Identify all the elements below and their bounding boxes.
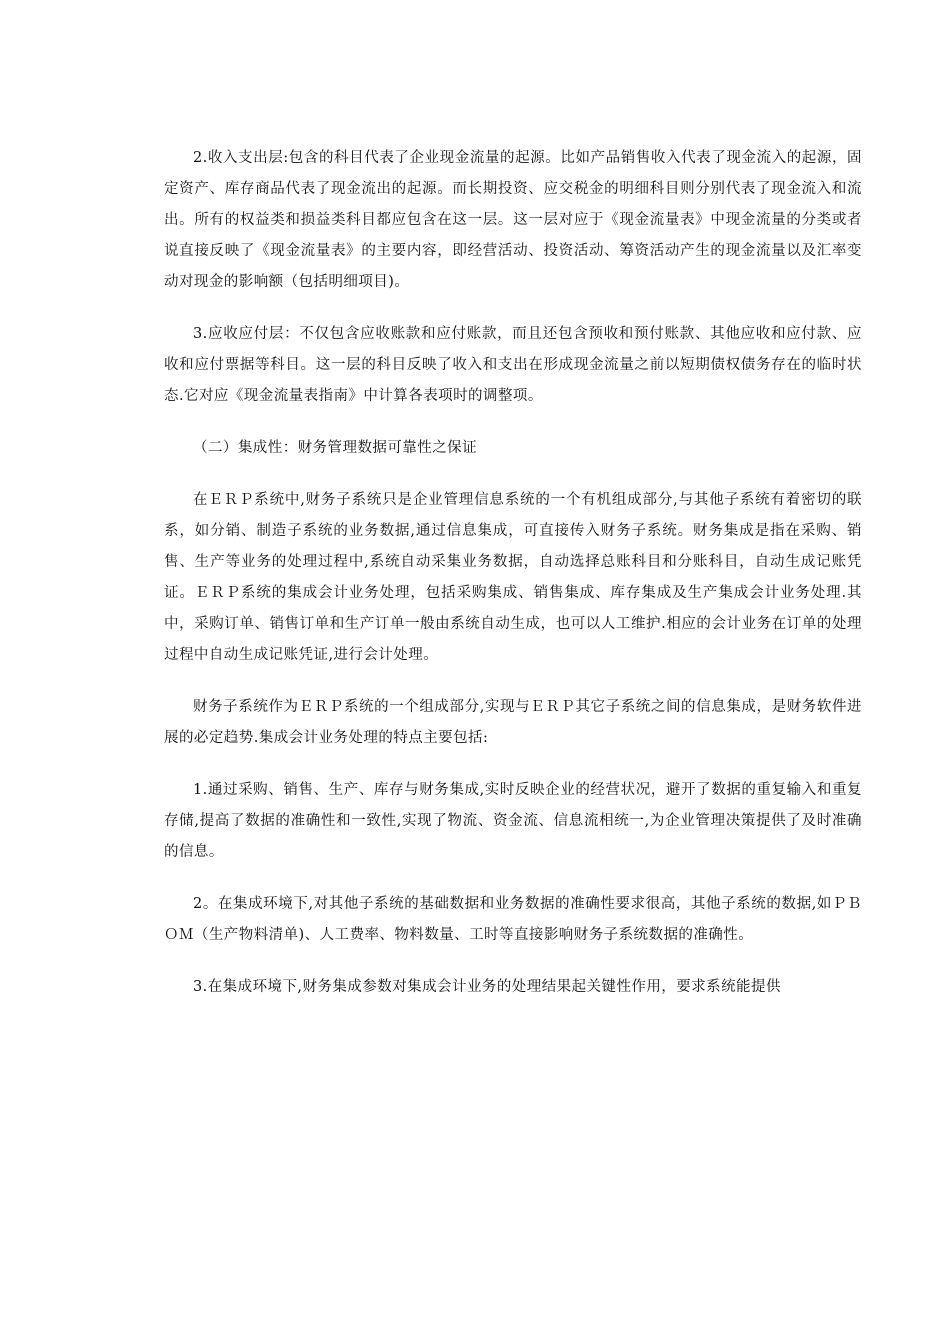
list-item-2: 2。在集成环境下,对其他子系统的基础数据和业务数据的准确性要求很高，其他子系统的数据,如ＰＢＯＭ（生产物料清单)、人工费率、物料数量、工时等直接影响财务子系统数据的准确性。 xyxy=(164,896,862,943)
section-heading-integration: （二）集成性：财务管理数据可靠性之保证 xyxy=(193,440,478,456)
paragraph-income-expense-layer: 2.收入支出层:包含的科目代表了企业现金流量的起源。比如产品销售收入代表了现金流入的起源，固定资产、库存商品代表了现金流出的起源。而长期投资、应交税金的明细科目则分别代表了现金流入和流出。所有的权益类和损益类科目都应包含在这一层。这一层对应于《现金流量表》中现金流量的分类或者说直接反映了《现金流量表》的主要内容，即经营活动、投资活动、筹资活动产生的现金流量以及汇率变动对现金的影响额（包括明细项目)。 xyxy=(164,150,862,290)
paragraph-receivable-payable-layer: 3.应收应付层：不仅包含应收账款和应付账款，而且还包含预收和预付账款、其他应收和应付款、应收和应付票据等科目。这一层的科目反映了收入和支出在形成现金流量之前以短期债权债务存在的临时状态.它对应《现金流量表指南》中计算各表项时的调整项。 xyxy=(164,326,862,404)
document-body xyxy=(164,143,862,1024)
paragraph-integration-trend: 财务子系统作为ＥＲＰ系统的一个组成部分,实现与ＥＲＰ其它子系统之间的信息集成，是财务软件进展的必定趋势.集成会计业务处理的特点主要包括: xyxy=(164,699,862,746)
list-item-3: 3.在集成环境下,财务集成参数对集成会计业务的处理结果起关键性作用，要求系统能提供 xyxy=(193,979,781,995)
paragraph-erp-financial-integration: 在ＥＲＰ系统中,财务子系统只是企业管理信息系统的一个有机组成部分,与其他子系统有着密切的联系，如分销、制造子系统的业务数据,通过信息集成，可直接传入财务子系统。财务集成是指在采购、销售、生产等业务的处理过程中,系统自动采集业务数据，自动选择总账科目和分账科目，自动生成记账凭证。ＥＲＰ系统的集成会计业务处理，包括采购集成、销售集成、库存集成及生产集成会计业务处理.其中，采购订单、销售订单和生产订单一般由系统自动生成，也可以人工维护.相应的会计业务在订单的处理过程中自动生成记账凭证,进行会计处理。 xyxy=(164,492,862,663)
list-item-1: 1.通过采购、销售、生产、库存与财务集成,实时反映企业的经营状况，避开了数据的重复输入和重复存储,提高了数据的准确性和一致性,实现了物流、资金流、信息流相统一,为企业管理决策提供了及时准确的信息。 xyxy=(164,782,862,860)
